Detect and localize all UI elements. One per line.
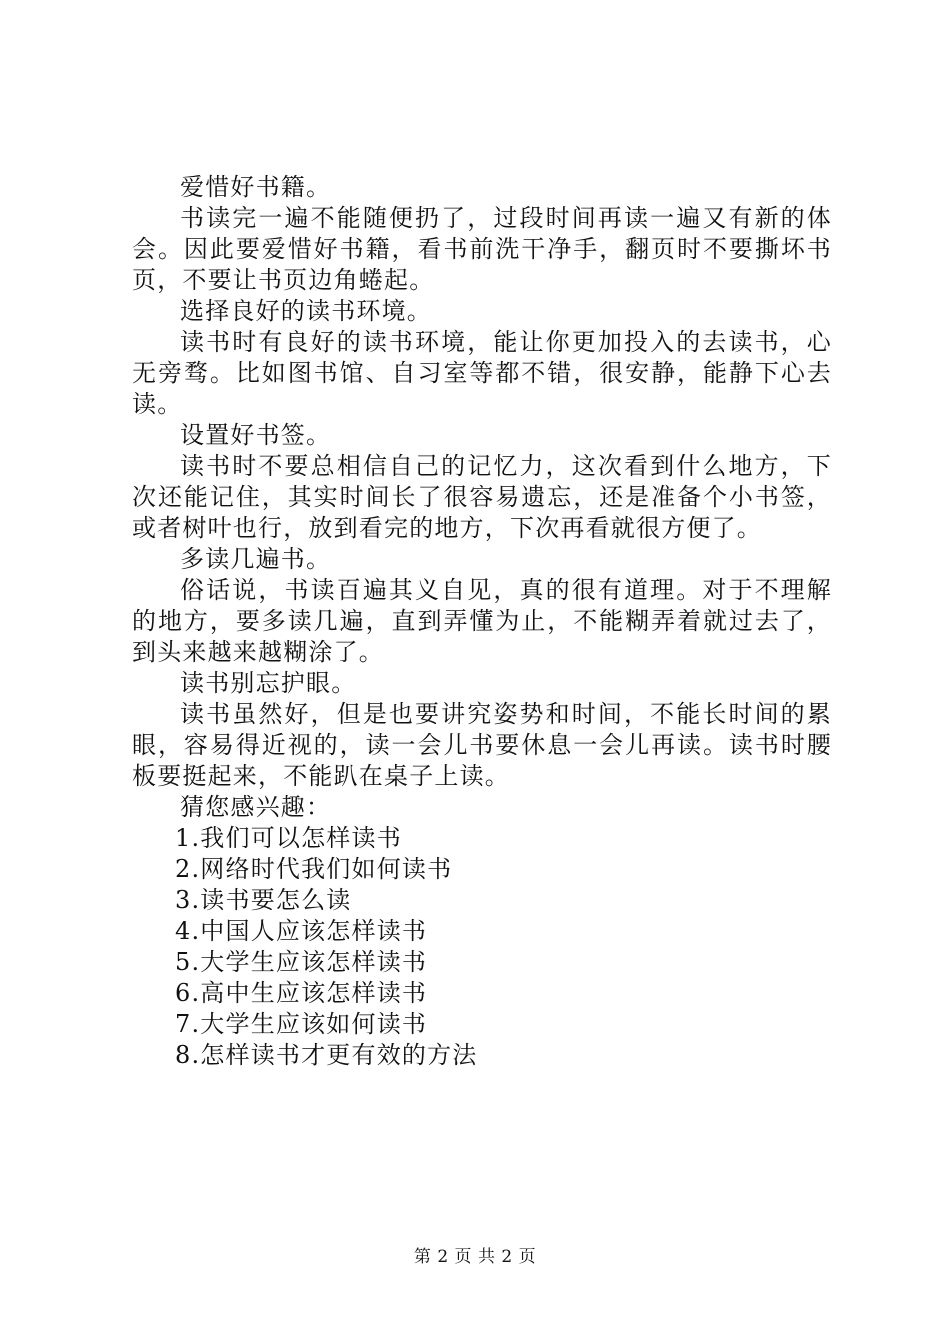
paragraph-eye-care: 读书虽然好，但是也要讲究姿势和时间，不能长时间的累眼，容易得近视的，读一会儿书要休息一会儿再读。读书时腰板要挺起来，不能趴在桌子上读。 xyxy=(132,700,832,790)
related-link-item[interactable]: 5.大学生应该怎样读书 xyxy=(175,948,428,976)
paragraph-reread: 俗话说，书读百遍其义自见，真的很有道理。对于不理解的地方，要多读几遍，直到弄懂为止，不能糊弄着就过去了，到头来越来越糊涂了。 xyxy=(132,576,832,666)
section-heading-environment: 选择良好的读书环境。 xyxy=(180,297,432,325)
related-link-item[interactable]: 7.大学生应该如何读书 xyxy=(175,1010,428,1038)
page-number-footer: 第 2 页 共 2 页 xyxy=(413,1247,537,1267)
related-link-item[interactable]: 1.我们可以怎样读书 xyxy=(175,824,402,852)
paragraph-care-books: 书读完一遍不能随便扔了，过段时间再读一遍又有新的体会。因此要爱惜好书籍，看书前洗干净手，翻页时不要撕坏书页，不要让书页边角蜷起。 xyxy=(132,204,832,294)
related-link-item[interactable]: 4.中国人应该怎样读书 xyxy=(175,917,428,945)
related-link-item[interactable]: 8.怎样读书才更有效的方法 xyxy=(175,1041,478,1069)
section-heading-bookmark: 设置好书签。 xyxy=(180,421,332,449)
related-link-item[interactable]: 6.高中生应该怎样读书 xyxy=(175,979,428,1007)
section-heading-care-books: 爱惜好书籍。 xyxy=(180,173,332,201)
section-heading-reread: 多读几遍书。 xyxy=(180,545,332,573)
related-link-item[interactable]: 3.读书要怎么读 xyxy=(175,886,352,914)
paragraph-bookmark: 读书时不要总相信自己的记忆力，这次看到什么地方，下次还能记住，其实时间长了很容易遗忘，还是准备个小书签，或者树叶也行，放到看完的地方，下次再看就很方便了。 xyxy=(132,452,832,542)
related-heading: 猜您感兴趣： xyxy=(180,793,332,821)
paragraph-environment: 读书时有良好的读书环境，能让你更加投入的去读书，心无旁骛。比如图书馆、自习室等都不错，很安静，能静下心去读。 xyxy=(132,328,832,418)
section-heading-eye-care: 读书别忘护眼。 xyxy=(180,669,357,697)
related-link-item[interactable]: 2.网络时代我们如何读书 xyxy=(175,855,453,883)
document-body xyxy=(132,172,832,1071)
